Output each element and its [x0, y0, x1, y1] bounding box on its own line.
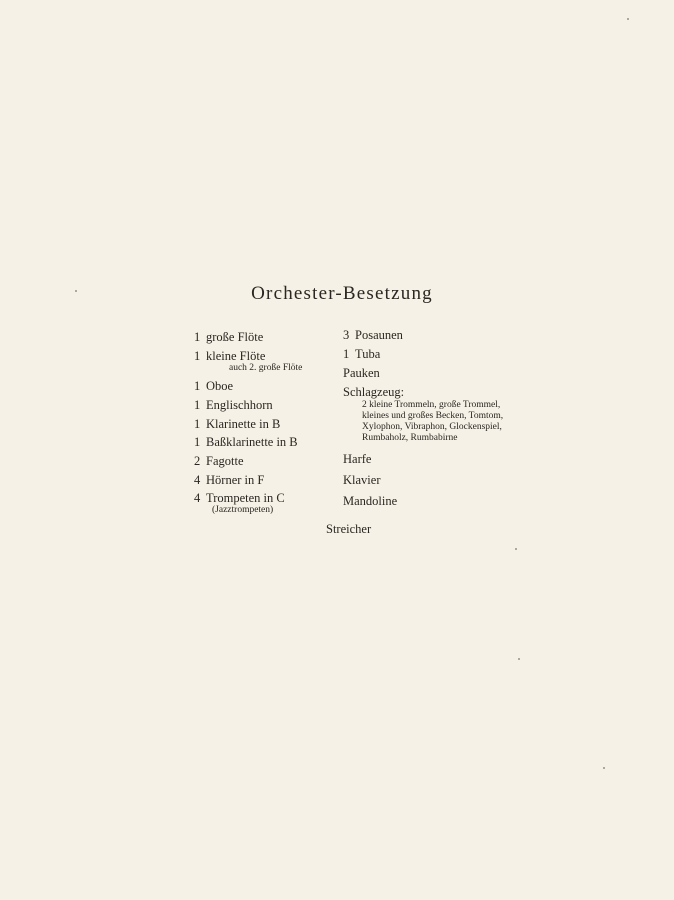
instrument-count: 1	[194, 417, 201, 431]
instrument-name: Klarinette in B	[206, 417, 281, 431]
brass-percussion-column	[343, 328, 503, 508]
page-title: Orchester-Besetzung	[251, 283, 433, 304]
instrument-name: Harfe	[343, 452, 372, 466]
instrument-item	[343, 385, 503, 399]
instrument-note: auch 2. große Flöte	[229, 363, 303, 373]
instrument-item	[343, 494, 503, 508]
instrument-item	[343, 366, 503, 380]
paper-speck	[627, 18, 629, 20]
instrument-item	[194, 454, 302, 468]
instrument-item	[194, 398, 302, 412]
instrument-item	[194, 435, 302, 449]
instrument-item	[343, 452, 503, 466]
instrument-name: Posaunen	[355, 328, 403, 342]
instrument-count: 2	[194, 454, 201, 468]
instrument-item	[194, 379, 302, 393]
instrument-item	[194, 349, 302, 363]
instrument-name: Tuba	[355, 347, 381, 361]
instrument-count: 1	[194, 379, 201, 393]
instrument-count: 4	[194, 473, 201, 487]
percussion-line: 2 kleine Trommeln, große Trommel,	[362, 400, 501, 410]
instrument-name: Mandoline	[343, 494, 398, 508]
woodwind-brass-column	[194, 330, 302, 516]
percussion-details	[343, 400, 503, 444]
instrument-name: kleine Flöte	[206, 349, 266, 363]
instrument-name: Hörner in F	[206, 473, 265, 487]
percussion-line: Xylophon, Vibraphon, Glockenspiel,	[362, 422, 502, 432]
paper-speck	[603, 767, 605, 769]
instrument-name: Klavier	[343, 473, 381, 487]
paper-speck	[75, 290, 77, 292]
instrument-count: 1	[194, 349, 201, 363]
instrument-item	[194, 417, 302, 431]
instrument-name: Oboe	[206, 379, 234, 393]
percussion-line: kleines und großes Becken, Tomtom,	[362, 411, 504, 421]
instrument-item	[194, 473, 302, 487]
instrument-name: große Flöte	[206, 330, 264, 344]
instrument-item	[343, 328, 503, 342]
instrument-item	[194, 491, 302, 505]
instrument-name: Trompeten in C	[206, 491, 285, 505]
instrument-item	[194, 330, 302, 344]
percussion-line: Rumbaholz, Rumbabirne	[362, 433, 458, 443]
instrument-name: Pauken	[343, 366, 380, 380]
instrument-count: 1	[194, 398, 201, 412]
instrument-count: 3	[343, 328, 350, 342]
instrument-count: 1	[343, 347, 350, 361]
strings-label: Streicher	[326, 522, 372, 536]
instrument-item	[343, 347, 503, 361]
paper-speck	[515, 548, 517, 550]
instrument-count: 4	[194, 491, 201, 505]
paper-speck	[518, 658, 520, 660]
instrument-name: Englischhorn	[206, 398, 273, 412]
instrument-name: Baßklarinette in B	[206, 435, 298, 449]
instrument-name: Fagotte	[206, 454, 244, 468]
instrument-count: 1	[194, 330, 201, 344]
instrument-note: (Jazztrompeten)	[212, 505, 274, 515]
instrument-item	[343, 473, 503, 487]
instrument-name: Schlagzeug:	[343, 385, 405, 399]
instrument-count: 1	[194, 435, 201, 449]
